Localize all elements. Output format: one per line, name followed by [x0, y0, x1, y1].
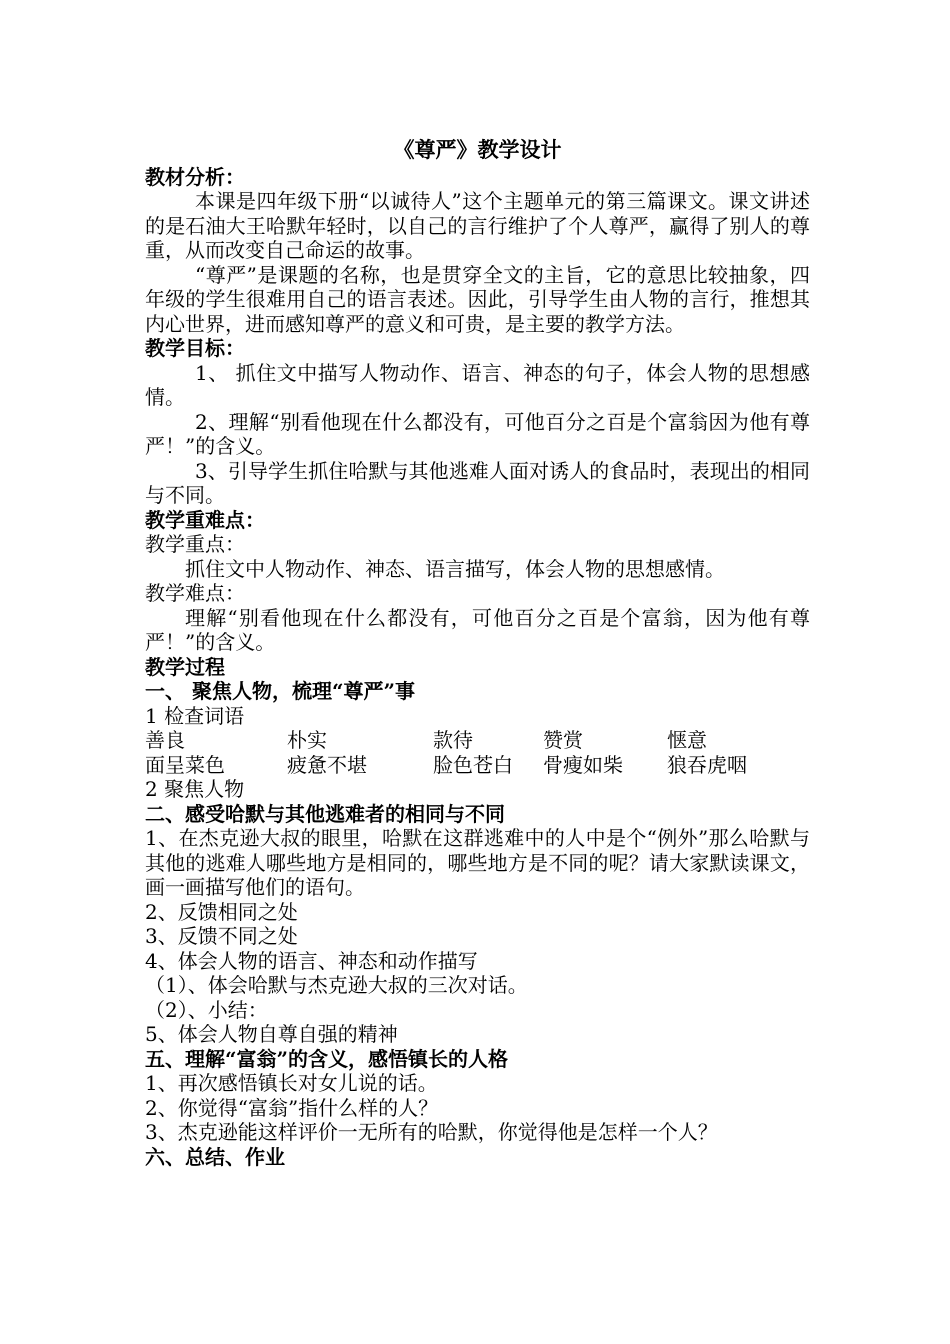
section-5-item: 2、你觉得“富翁”指什么样的人？ — [145, 1095, 439, 1120]
section-2-item: 1、在杰克逊大叔的眼里，哈默在这群逃难中的人中是个“例外”那么哈默与其他的逃难人哪些地方是相同的，哪些地方是不同的呢？请大家默读课文，画一画描写他们的语句。 — [145, 826, 810, 899]
word-item: 惬意 — [667, 728, 707, 752]
section-5-item: 3、杰克逊能这样评价一无所有的哈默，你觉得他是怎样一个人？ — [145, 1120, 718, 1144]
word-item: 疲惫不堪 — [287, 752, 367, 777]
section-1-sub-2: 2 聚焦人物 — [145, 777, 245, 801]
keypoints-heading: 教学重难点： — [145, 507, 265, 532]
section-1-sub-1: 1 检查词语 — [145, 703, 245, 728]
word-item: 脸色苍白 — [433, 752, 513, 777]
section-6-heading: 六、总结、作业 — [145, 1144, 285, 1169]
word-item: 骨瘦如柴 — [543, 752, 623, 777]
page-title: 《尊严》教学设计 — [393, 137, 562, 162]
section-2-heading: 二、感受哈默与其他逃难者的相同与不同 — [145, 801, 505, 826]
section-2-item: 3、反馈不同之处 — [145, 924, 298, 948]
section-1-heading: 一、 聚焦人物，梳理“尊严”事 — [145, 679, 415, 703]
word-item: 狼吞虎咽 — [667, 752, 747, 777]
word-list-row-2 — [145, 753, 810, 778]
analysis-paragraph-1: 本课是四年级下册“以诚待人”这个主题单元的第三篇课文。课文讲述的是石油大王哈默年轻时，以自己的言行维护了个人尊严，赢得了别人的尊重，从而改变自己命运的故事。 — [145, 189, 810, 262]
section-2-item: （2）、小结： — [145, 997, 268, 1022]
analysis-heading: 教材分析： — [145, 164, 245, 189]
focus-label: 教学重点： — [145, 532, 245, 556]
word-item: 面呈菜色 — [145, 752, 225, 777]
word-list-row-1 — [145, 728, 810, 753]
word-item: 善良 — [145, 728, 185, 752]
process-heading: 教学过程 — [145, 654, 225, 679]
word-item: 赞赏 — [543, 728, 583, 752]
difficulty-label: 教学难点： — [145, 581, 245, 605]
section-2-item: 5、体会人物自尊自强的精神 — [145, 1022, 398, 1046]
section-2-item: （1）、体会哈默与杰克逊大叔的三次对话。 — [145, 973, 528, 997]
focus-text: 抓住文中人物动作、神态、语言描写，体会人物的思想感情。 — [185, 556, 725, 581]
section-5-heading: 五、理解“富翁”的含义，感悟镇长的人格 — [145, 1046, 509, 1071]
word-item: 朴实 — [287, 728, 327, 752]
goal-item-1: 1、 抓住文中描写人物动作、语言、神态的句子，体会人物的思想感情。 — [145, 360, 810, 409]
analysis-paragraph-2: “尊严”是课题的名称，也是贯穿全文的主旨，它的意思比较抽象，四年级的学生很难用自己的语言表述。因此，引导学生由人物的言行，推想其内心世界，进而感知尊严的意义和可贵，是主要的教学方法。 — [145, 262, 810, 336]
goal-item-2: 2、理解“别看他现在什么都没有，可他百分之百是个富翁因为他有尊严！”的含义。 — [145, 409, 810, 458]
word-item: 款待 — [433, 728, 473, 752]
goals-heading: 教学目标： — [145, 336, 245, 360]
section-2-item: 2、反馈相同之处 — [145, 899, 298, 924]
document-page — [145, 138, 810, 1169]
goal-item-3: 3、引导学生抓住哈默与其他逃难人面对诱人的食品时，表现出的相同与不同。 — [145, 458, 810, 507]
section-2-item: 4、体会人物的语言、神态和动作描写 — [145, 948, 478, 973]
difficulty-text: 理解“别看他现在什么都没有，可他百分之百是个富翁，因为他有尊严！”的含义。 — [145, 605, 810, 654]
section-5-item: 1、再次感悟镇长对女儿说的话。 — [145, 1071, 438, 1095]
